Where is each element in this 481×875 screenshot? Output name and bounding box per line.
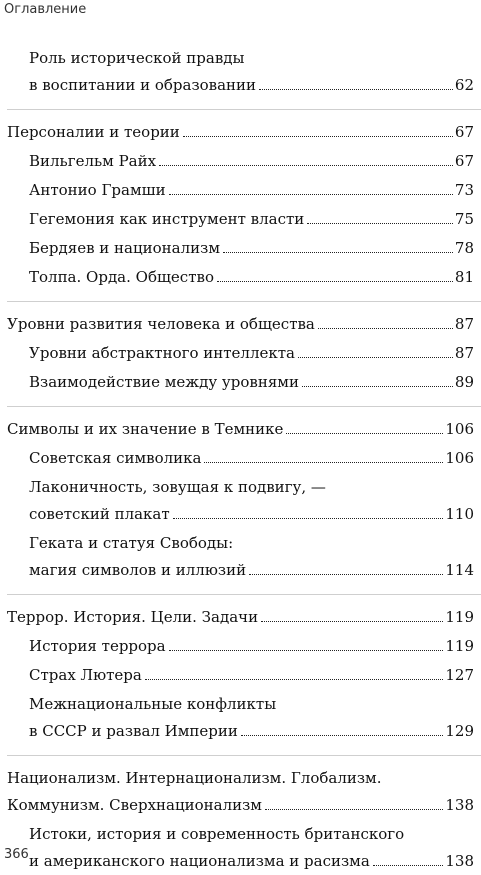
- toc-section-entry[interactable]: [29, 662, 481, 689]
- toc-entry-leader-line: [29, 264, 474, 291]
- toc-entry-title-line: Советская символика: [29, 449, 202, 467]
- toc-page-number: 67: [454, 152, 474, 170]
- toc-entry-leader-line: [7, 311, 474, 338]
- toc-page-number: 138: [445, 852, 474, 870]
- dot-leader: [298, 356, 453, 358]
- toc-page-number: 87: [454, 344, 474, 362]
- dot-leader: [265, 808, 443, 810]
- toc-page-number: 138: [445, 796, 474, 814]
- toc-page-number: 127: [445, 666, 474, 684]
- toc-entry-title-line: История террора: [29, 637, 166, 655]
- toc-page-number: 75: [454, 210, 474, 228]
- dot-leader: [169, 193, 453, 195]
- toc-section-entry[interactable]: [29, 369, 481, 396]
- dot-leader: [259, 88, 453, 90]
- toc-entry-title-line: Страх Лютера: [29, 666, 142, 684]
- toc-chapter-entry[interactable]: [7, 301, 481, 338]
- toc-entry-title-line: Уровни абстрактного интеллекта: [29, 344, 295, 362]
- toc-page-number: 106: [445, 449, 474, 467]
- dot-leader: [159, 164, 453, 166]
- dot-leader: [183, 135, 453, 137]
- toc-page-number: 106: [445, 420, 474, 438]
- dot-leader: [249, 573, 443, 575]
- toc-entry-title-line: Коммунизм. Сверхнационализм: [7, 796, 262, 814]
- toc-entry-title-line: Истоки, история и современность британского: [29, 825, 405, 843]
- toc-entry-leader-line: [29, 662, 474, 689]
- toc-section-entry[interactable]: [29, 633, 481, 660]
- toc-section-entry[interactable]: [29, 474, 481, 528]
- toc-entry-title-line: магия символов и иллюзий: [29, 561, 247, 579]
- toc-entry-title-line: Роль исторической правды: [29, 49, 245, 67]
- dot-leader: [261, 620, 443, 622]
- toc-entry-leader-line: [29, 445, 474, 472]
- dot-leader: [204, 461, 443, 463]
- dot-leader: [145, 678, 444, 680]
- toc-entry-title-line: Взаимодействие между уровнями: [29, 373, 299, 391]
- toc-page-number: 114: [445, 561, 474, 579]
- toc-page-number: 119: [445, 608, 474, 626]
- toc-page-number: 129: [445, 722, 474, 740]
- toc-entry-title-line: Террор. История. Цели. Задачи: [7, 608, 259, 626]
- toc-page-number: 89: [454, 373, 474, 391]
- toc-section-entry[interactable]: [29, 206, 481, 233]
- toc-chapter-entry[interactable]: [7, 594, 481, 631]
- dot-leader: [169, 649, 444, 651]
- toc-page-number: 78: [454, 239, 474, 257]
- toc-entry-title-line: в воспитании и образовании: [29, 76, 257, 94]
- toc-page-number: 119: [445, 637, 474, 655]
- toc-page-number: 110: [445, 505, 474, 523]
- toc-entry-leader-line: [29, 235, 474, 262]
- toc-entry-leader-line: [29, 340, 474, 367]
- toc-entry-leader-line: [29, 633, 474, 660]
- dot-leader: [286, 432, 443, 434]
- toc-entry-title-line: Бердяев и национализм: [29, 239, 220, 257]
- toc-entry-title-line: советский плакат: [29, 505, 170, 523]
- toc-section-entry[interactable]: [29, 264, 481, 291]
- toc-chapter-entry[interactable]: [7, 406, 481, 443]
- toc-entry-leader-line: [29, 177, 474, 204]
- toc-entry-title-line: и американского национализма и расизма: [29, 852, 370, 870]
- toc-entry-title-line: Гегемония как инструмент власти: [29, 210, 305, 228]
- dot-leader: [373, 864, 444, 866]
- dot-leader: [173, 517, 444, 519]
- toc-section-entry[interactable]: [29, 177, 481, 204]
- toc-entry-leader-line: [29, 557, 474, 584]
- toc-page-number: 67: [454, 123, 474, 141]
- toc-entry-title-line: Лаконичность, зовущая к подвигу, —: [29, 478, 326, 496]
- dot-leader: [223, 251, 453, 253]
- toc-entry-title-line: Антонио Грамши: [29, 181, 166, 199]
- toc-page-number: 81: [454, 268, 474, 286]
- toc-section-entry[interactable]: [29, 148, 481, 175]
- toc-section-entry[interactable]: [29, 530, 481, 584]
- toc-page-number: 87: [454, 315, 474, 333]
- toc-entry-leader-line: [29, 718, 474, 745]
- dot-leader: [217, 280, 453, 282]
- toc-section-entry[interactable]: [29, 45, 481, 99]
- toc-entry-title-line: Символы и их значение в Темнике: [7, 420, 284, 438]
- toc-chapter-entry[interactable]: [7, 755, 481, 819]
- running-header: Оглавление: [4, 2, 87, 17]
- toc-section-entry[interactable]: [29, 445, 481, 472]
- toc-page-number: 73: [454, 181, 474, 199]
- toc-entry-leader-line: [7, 792, 474, 819]
- toc-entry-title-line: Национализм. Интернационализм. Глобализм.: [7, 769, 382, 787]
- toc-entry-title-line: Толпа. Орда. Общество: [29, 268, 214, 286]
- toc-entry-leader-line: [29, 148, 474, 175]
- toc-entry-leader-line: [7, 416, 474, 443]
- dot-leader: [307, 222, 453, 224]
- toc-entry-title-line: Уровни развития человека и общества: [7, 315, 315, 333]
- toc-entry-title-line: Межнациональные конфликты: [29, 695, 277, 713]
- dot-leader: [302, 385, 453, 387]
- dot-leader: [241, 734, 443, 736]
- dot-leader: [318, 327, 453, 329]
- toc-entry-title-line: Вильгельм Райх: [29, 152, 157, 170]
- toc-entry-leader-line: [29, 206, 474, 233]
- toc-section-entry[interactable]: [29, 691, 481, 745]
- toc-entry-title-line: Геката и статуя Свободы:: [29, 534, 234, 552]
- page-number: 366: [4, 847, 29, 862]
- toc-entry-leader-line: [29, 848, 474, 875]
- toc-entry-leader-line: [29, 72, 474, 99]
- toc-entry-leader-line: [7, 119, 474, 146]
- toc-entry-leader-line: [29, 369, 474, 396]
- table-of-contents: [0, 45, 481, 875]
- toc-entry-title-line: Персоналии и теории: [7, 123, 180, 141]
- toc-entry-leader-line: [29, 501, 474, 528]
- toc-page-number: 62: [454, 76, 474, 94]
- toc-chapter-entry[interactable]: [7, 109, 481, 146]
- toc-section-entry[interactable]: [29, 235, 481, 262]
- toc-entry-leader-line: [7, 604, 474, 631]
- toc-section-entry[interactable]: [29, 821, 481, 875]
- toc-entry-title-line: в СССР и развал Империи: [29, 722, 238, 740]
- toc-section-entry[interactable]: [29, 340, 481, 367]
